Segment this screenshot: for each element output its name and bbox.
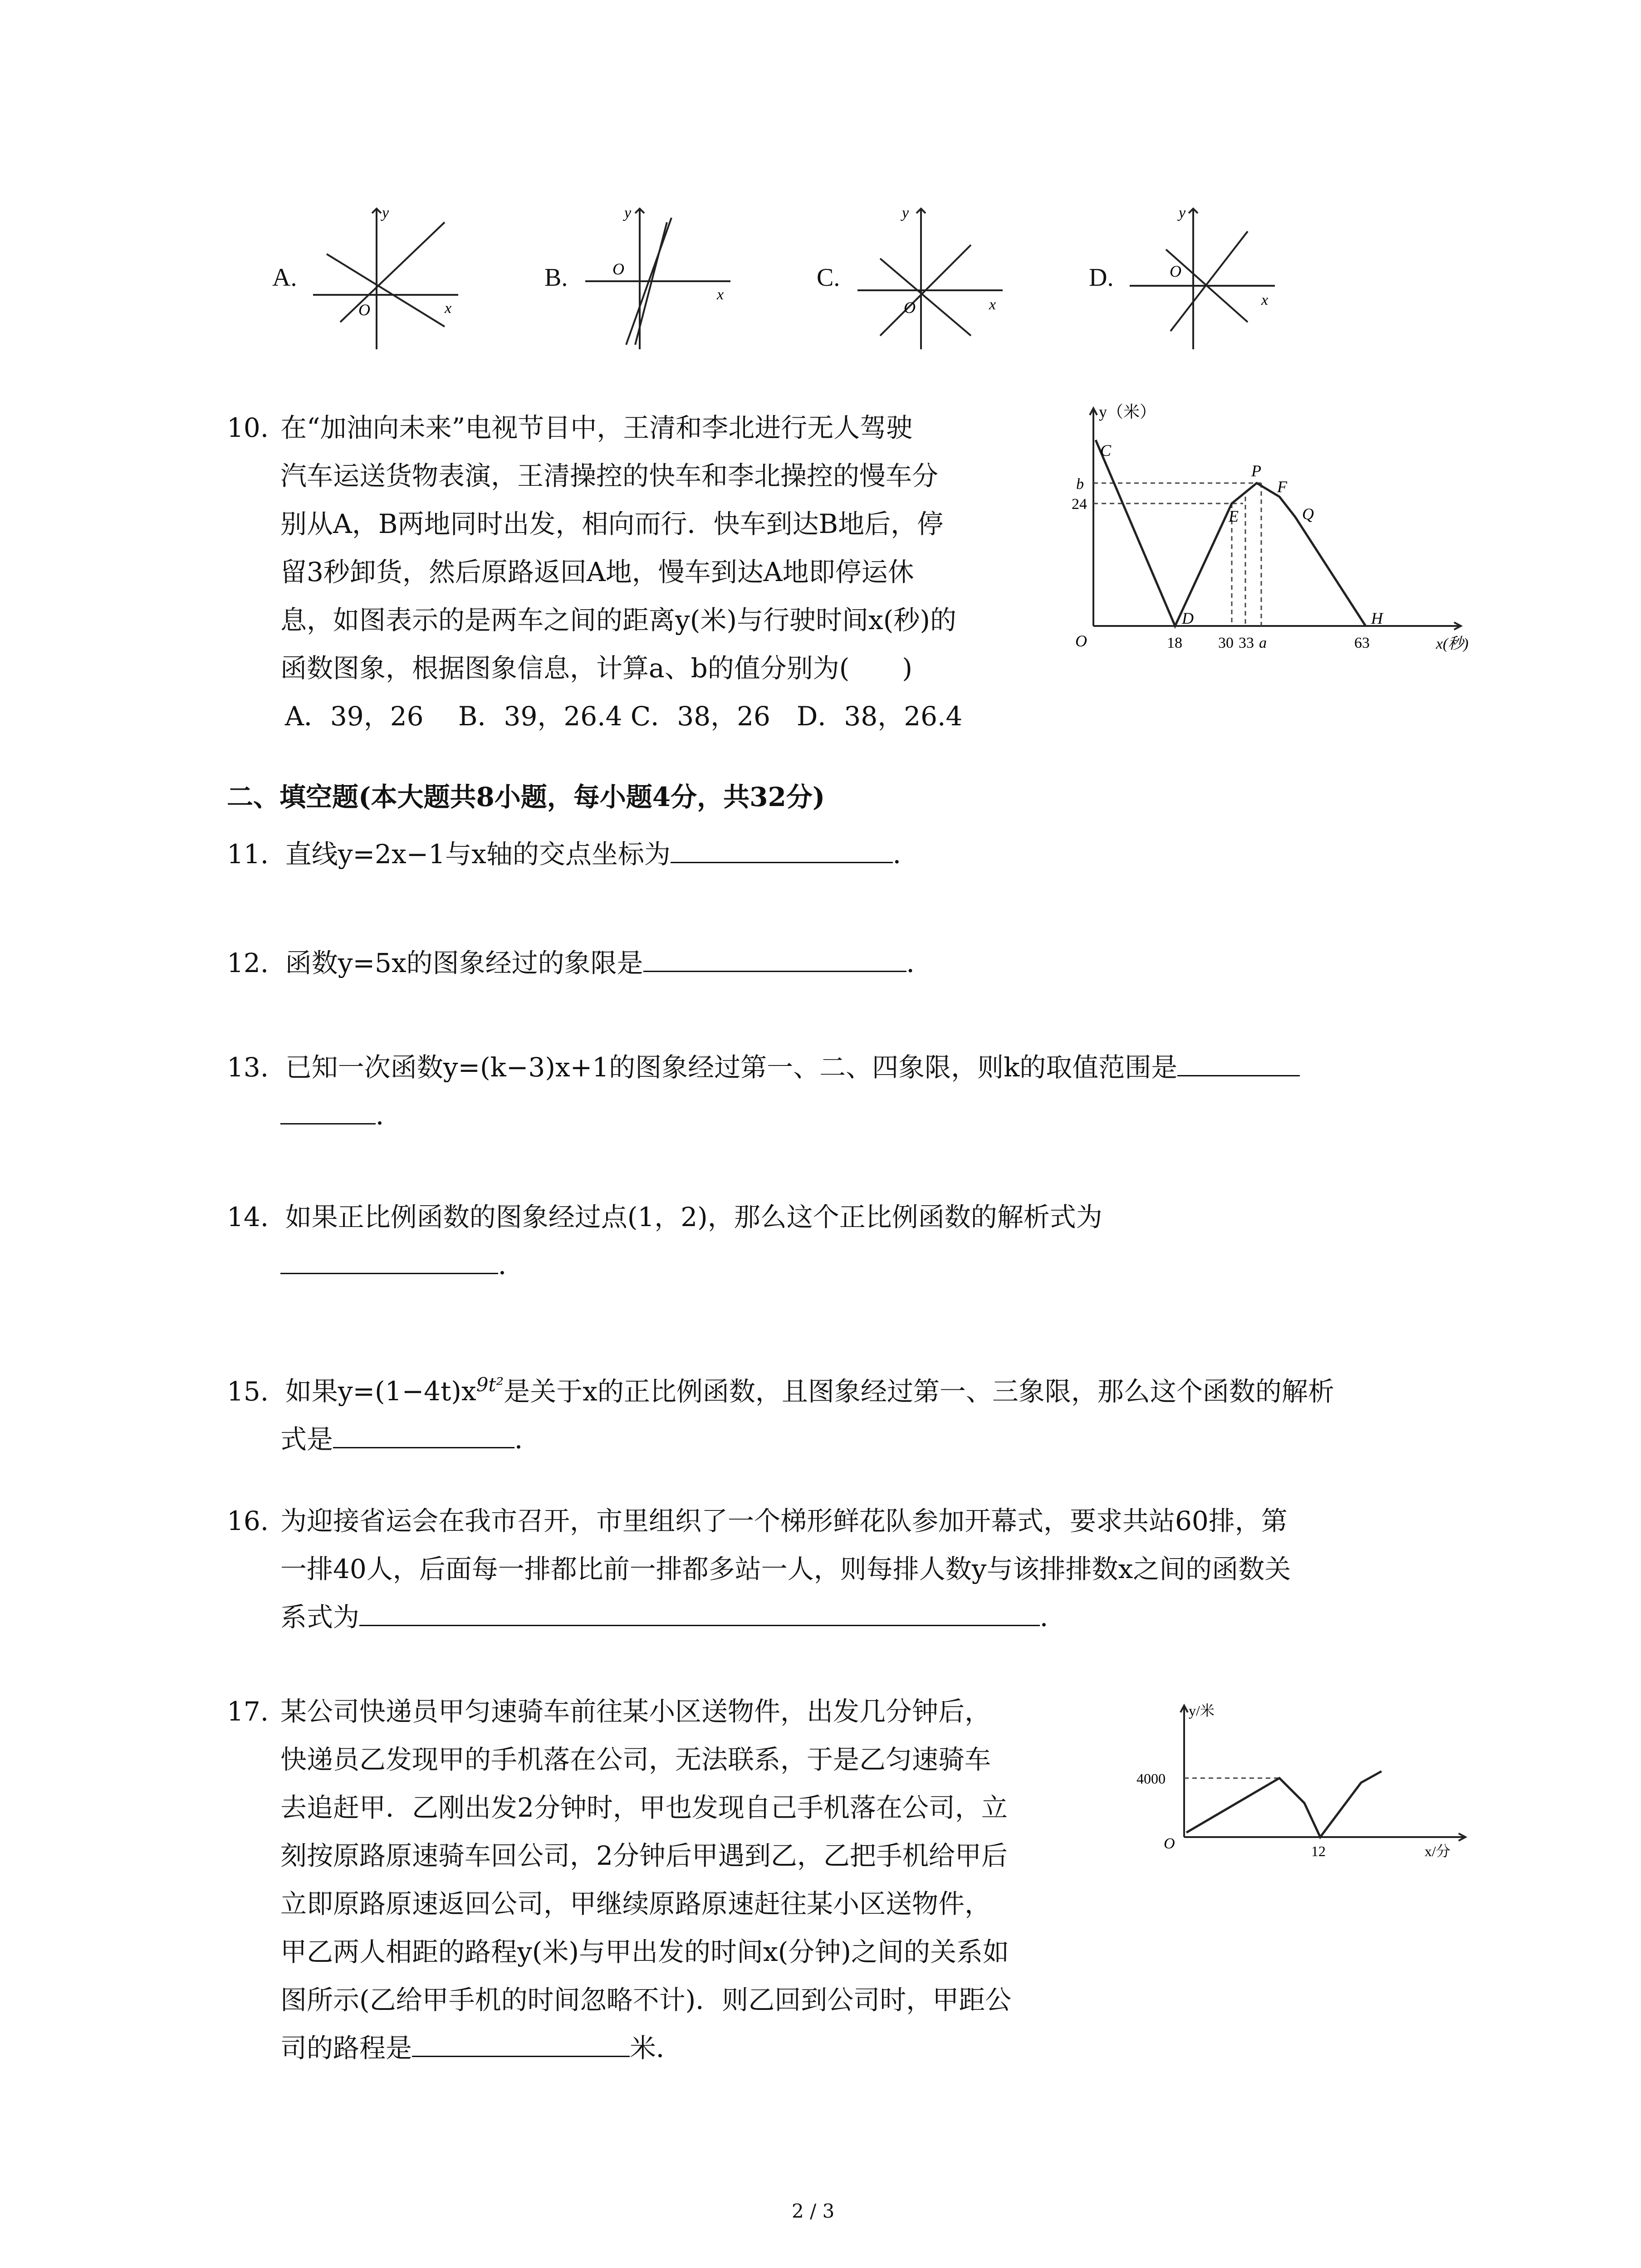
- q9-option-c-graph: [853, 204, 1007, 354]
- q17-xlabel: x/分: [1425, 1843, 1450, 1859]
- q10-point-c: C: [1100, 441, 1112, 459]
- q11-answer-blank[interactable]: [671, 835, 893, 863]
- q17-line: 甲乙两人相距的路程y(米)与甲出发的时间x(分钟)之间的关系如: [280, 1936, 1009, 1967]
- q10-ylabel: y（米）: [1099, 403, 1156, 421]
- q17-xtick: 12: [1311, 1843, 1326, 1859]
- q16-question: 16. 为迎接省运会在我市召开，市里组织了一个梯形鲜花队参加开幕式，要求共站60排，第 一排40人，后面每一排都比前一排都多站一人，则每排人数y与该排排数x之间的函数关 系式为 ．: [227, 1497, 1543, 1641]
- q13-number: 13.: [227, 1052, 269, 1083]
- q9-option-d-graph: [1125, 204, 1279, 354]
- q10-number: 10.: [227, 412, 269, 443]
- q16-answer-blank[interactable]: [359, 1598, 1040, 1626]
- section-2-title: 二、填空题(本大题共8小题，每小题4分，共32分): [227, 782, 825, 812]
- q13-answer-blank-cont[interactable]: [280, 1096, 376, 1124]
- q9-option-d-label: D.: [1089, 264, 1114, 292]
- svg-text:O: O: [612, 260, 624, 278]
- q12-answer-blank[interactable]: [643, 943, 906, 972]
- q16-line: 一排40人，后面每一排都比前一排都多站一人，则每排人数y与该排排数x之间的函数关: [280, 1554, 1291, 1584]
- q9-option-a-label: A.: [272, 264, 297, 292]
- q14-question: 14. 如果正比例函数的图象经过点(1，2)，那么这个正比例函数的解析式为 ．: [227, 1202, 1102, 1281]
- q15-line2: 式是: [280, 1424, 333, 1455]
- svg-text:x: x: [445, 300, 452, 317]
- q10-xtick-33: 33: [1239, 635, 1254, 651]
- svg-text:x: x: [717, 286, 724, 303]
- q10-origin: O: [1075, 632, 1087, 650]
- q10-point-h: H: [1371, 609, 1383, 627]
- q17-origin: O: [1164, 1835, 1175, 1852]
- q17-question: 17. 某公司快递员甲匀速骑车前往某小区送物件，出发几分钟后， 快递员乙发现甲的手机落在公司，无法联系，于是乙匀速骑车 去追赶甲．乙刚出发2分钟时，甲也发现自己手机落在公司，立 刻按原路原速骑车回公司，2分钟后甲遇到乙，乙把手机给甲后 立即原路原速返回公司，甲继续原路原速赶往某小区送物件， 甲乙两人相距的路程y(米)与甲出发的时间x(分钟)之间的关系如 图所示(乙给甲手机的时间忽略不计)．则乙回到公司时，甲距公 司的路程是 米．: [227, 1687, 1180, 2072]
- svg-text:O: O: [358, 301, 370, 319]
- q11-number: 11.: [227, 839, 269, 870]
- svg-text:O: O: [904, 298, 916, 317]
- q15-question: 15. 如果$y=(1-4t)x^{9t^2}$是关于x的正比例函数，且图象经过第一、三象限，那么这个函数的解析 式是 ．: [227, 1374, 1334, 1455]
- q15-text-pre: 如果y=(1−4t)x: [285, 1376, 476, 1407]
- q11-text: 直线y=2x−1与x轴的交点坐标为: [285, 839, 671, 870]
- q15-answer-blank[interactable]: [333, 1420, 514, 1448]
- q12-question: 12. 函数y=5x的图象经过的象限是 ．: [227, 939, 1452, 987]
- q10-line: 在“加油向未来”电视节目中，王清和李北进行无人驾驶: [280, 412, 913, 443]
- q11-question: 11. 直线y=2x−1与x轴的交点坐标为 ．: [227, 830, 1452, 878]
- svg-text:y: y: [382, 205, 389, 221]
- q14-answer-blank[interactable]: [280, 1246, 498, 1274]
- q10-function-path: [1096, 440, 1366, 626]
- q16-line: 系式为: [280, 1602, 360, 1633]
- q9-option-c-label: C.: [817, 264, 840, 292]
- q9-options: [254, 195, 1343, 376]
- q17-line: 刻按原路原速骑车回公司，2分钟后甲遇到乙，乙把手机给甲后: [280, 1840, 1008, 1871]
- q17-ytick: 4000: [1136, 1770, 1166, 1787]
- q16-number: 16.: [227, 1505, 269, 1536]
- q10-line: 留3秒卸货，然后原路返回A地，慢车到达A地即停运休: [280, 557, 914, 587]
- q9-option-a-graph: [309, 204, 463, 354]
- q17-number: 17.: [227, 1696, 269, 1727]
- q13-text: 已知一次函数y=(k−3)x+1的图象经过第一、二、四象限，则k的取值范围是: [285, 1052, 1178, 1083]
- q16-line: 为迎接省运会在我市召开，市里组织了一个梯形鲜花队参加开幕式，要求共站60排，第: [280, 1505, 1288, 1536]
- q14-text: 如果正比例函数的图象经过点(1，2)，那么这个正比例函数的解析式为: [285, 1202, 1102, 1232]
- q10-line: 函数图象，根据图象信息，计算a、b的值分别为( ): [280, 653, 912, 684]
- q10-options: A．39，26 B．39，26.4 C．38，26 D．38，26.4: [285, 701, 963, 732]
- q17-line: 图所示(乙给甲手机的时间忽略不计)．则乙回到公司时，甲距公: [280, 1984, 1012, 2015]
- q13-answer-blank[interactable]: [1177, 1048, 1300, 1076]
- q10-point-q: Q: [1302, 505, 1314, 523]
- q17-function-path: [1186, 1771, 1381, 1837]
- q10-ytick-b: b: [1076, 476, 1084, 493]
- svg-text:O: O: [1170, 262, 1181, 280]
- q10-xtick-a: a: [1259, 635, 1267, 651]
- q10-ytick-24: 24: [1072, 496, 1087, 513]
- q15-text-post: 是关于x的正比例函数，且图象经过第一、三象限，那么这个函数的解析: [504, 1376, 1334, 1407]
- q17-answer-blank[interactable]: [412, 2028, 630, 2057]
- q12-number: 12.: [227, 948, 269, 978]
- q9-option-b-graph: [581, 204, 735, 354]
- q10-point-e: E: [1229, 507, 1239, 525]
- q10-line: 汽车运送货物表演，王清操控的快车和李北操控的慢车分: [280, 460, 939, 491]
- svg-text:y: y: [902, 205, 909, 221]
- q10-point-d: D: [1182, 609, 1194, 627]
- q13-question: 13. 已知一次函数y=(k−3)x+1的图象经过第一、二、四象限，则k的取值范围是 ．: [227, 1043, 1543, 1139]
- q10-question: [227, 404, 1089, 740]
- q15-exponent: 9t²: [476, 1374, 504, 1396]
- q12-text: 函数y=5x的图象经过的象限是: [285, 948, 643, 978]
- q15-number: 15.: [227, 1376, 269, 1407]
- q17-line: 立即原路原速返回公司，甲继续原路原速赶往某小区送物件，: [280, 1888, 991, 1919]
- svg-text:x: x: [989, 296, 996, 313]
- q10-xtick-30: 30: [1218, 635, 1234, 651]
- q17-line: 去追赶甲．乙刚出发2分钟时，甲也发现自己手机落在公司，立: [280, 1792, 1008, 1823]
- q9-option-b-label: B.: [544, 264, 568, 292]
- q17-line: 司的路程是: [280, 2033, 412, 2063]
- q17-ylabel: y/米: [1189, 1702, 1215, 1719]
- q10-xtick-18: 18: [1167, 635, 1182, 651]
- q10-graph: [1071, 399, 1470, 653]
- svg-text:y: y: [1179, 205, 1186, 221]
- q10-line: 别从A，B两地同时出发，相向而行．快车到达B地后，停: [280, 508, 944, 539]
- q17-line: 快递员乙发现甲的手机落在公司，无法联系，于是乙匀速骑车: [280, 1744, 991, 1775]
- svg-text:x: x: [1261, 292, 1269, 308]
- q17-line: 某公司快递员甲匀速骑车前往某小区送物件，出发几分钟后，: [280, 1696, 991, 1727]
- q10-line: 息，如图表示的是两车之间的距离y(米)与行驶时间x(秒)的: [280, 605, 956, 635]
- page-number: 2 / 3: [792, 2200, 835, 2222]
- q10-point-f: F: [1277, 478, 1287, 496]
- q14-number: 14.: [227, 1202, 269, 1232]
- q10-point-p: P: [1251, 462, 1261, 480]
- svg-text:y: y: [624, 205, 632, 221]
- q10-xtick-63: 63: [1354, 635, 1370, 651]
- q17-graph: [1130, 1696, 1474, 1869]
- q10-xlabel: x(秒): [1436, 635, 1469, 652]
